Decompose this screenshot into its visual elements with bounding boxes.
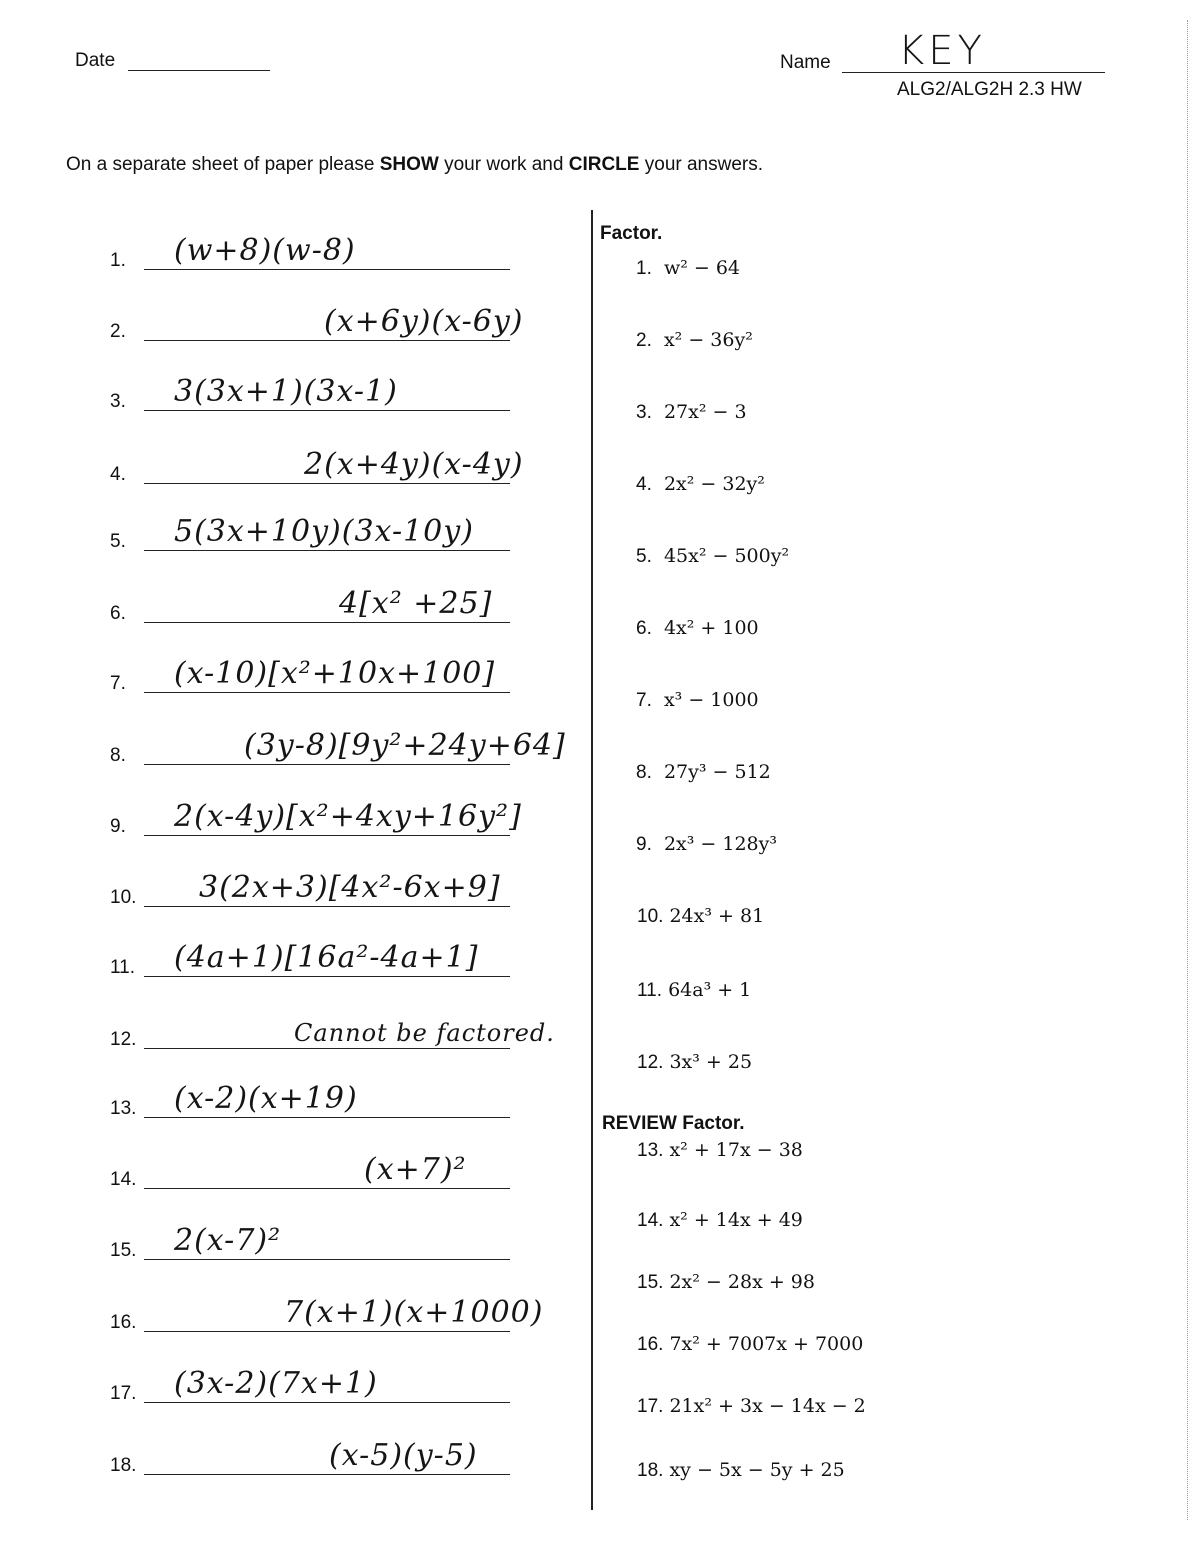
question-number: 8. (636, 762, 652, 783)
question-number: 9. (636, 834, 652, 855)
question-number: 10. (637, 906, 664, 927)
question-expression: w² − 64 (663, 257, 741, 279)
question-number: 12. (637, 1052, 664, 1073)
answer-row (110, 635, 510, 695)
answer-row (110, 1060, 510, 1120)
answer-number: 5. (110, 531, 126, 552)
question-item (636, 617, 759, 640)
question-item (637, 905, 764, 928)
answer-row (110, 849, 510, 909)
answer-row (110, 1131, 510, 1191)
answer-number: 11. (110, 957, 136, 978)
answer-line (144, 1402, 510, 1403)
name-label: Name (780, 52, 831, 73)
question-expression: 64a³ + 1 (668, 979, 752, 1001)
answer-number: 16. (110, 1312, 137, 1333)
question-item (637, 1051, 752, 1074)
question-item (636, 257, 740, 280)
question-item (636, 401, 747, 424)
question-item (636, 473, 765, 496)
answer-line (144, 976, 510, 977)
answer-handwritten: (w+8)(w-8) (174, 233, 356, 268)
question-item (636, 833, 777, 856)
answer-handwritten: Cannot be factored. (294, 1019, 555, 1047)
answer-row (110, 1274, 544, 1334)
answer-handwritten: (x-10)[x²+10x+100] (174, 656, 496, 691)
answer-line (144, 1048, 510, 1049)
question-expression: 27y³ − 512 (663, 761, 771, 783)
question-expression: x² − 36y² (663, 329, 753, 351)
question-number: 5. (636, 546, 652, 567)
question-expression: 21x² + 3x − 14x − 2 (669, 1395, 866, 1417)
answer-row (110, 283, 524, 343)
question-number: 13. (637, 1140, 664, 1161)
answer-row (110, 778, 522, 838)
question-item (636, 329, 753, 352)
question-expression: 2x³ − 128y³ (663, 833, 777, 855)
question-expression: 2x² − 32y² (663, 473, 765, 495)
answer-line (144, 340, 510, 341)
answer-handwritten: (4a+1)[16a²-4a+1] (174, 940, 479, 975)
answer-row (110, 353, 510, 413)
answer-line (144, 550, 510, 551)
answer-handwritten: 3(3x+1)(3x-1) (174, 374, 398, 409)
date-label: Date (75, 50, 116, 71)
question-item (637, 1333, 863, 1356)
answer-row (110, 707, 566, 767)
question-expression: 27x² − 3 (663, 401, 747, 423)
question-number: 1. (636, 258, 652, 279)
question-number: 18. (637, 1460, 664, 1481)
question-expression: 7x² + 7007x + 7000 (669, 1333, 864, 1355)
answer-handwritten: (x-2)(x+19) (174, 1081, 358, 1116)
name-value: KEY (898, 28, 986, 74)
question-item (637, 1271, 815, 1294)
question-expression: 45x² − 500y² (663, 545, 790, 567)
answer-handwritten: (x+7)² (364, 1152, 467, 1187)
answer-number: 18. (110, 1455, 137, 1476)
question-number: 2. (636, 330, 652, 351)
answer-number: 9. (110, 816, 126, 837)
scan-edge (1187, 20, 1188, 1520)
question-expression: x² + 17x − 38 (669, 1139, 803, 1161)
question-expression: 2x² − 28x + 98 (669, 1271, 815, 1293)
question-item (637, 1209, 803, 1232)
instructions-show: SHOW (379, 154, 439, 175)
answer-handwritten: 2(x-7)² (174, 1223, 282, 1258)
question-number: 15. (637, 1272, 664, 1293)
answer-row (110, 991, 555, 1051)
question-item (636, 761, 771, 784)
factor-heading: Factor. (600, 223, 663, 244)
answer-line (144, 410, 510, 411)
answer-number: 10. (110, 887, 137, 908)
answer-handwritten: 2(x+4y)(x-4y) (304, 447, 524, 482)
instructions-part3: your answers. (639, 154, 764, 175)
answer-handwritten: 2(x-4y)[x²+4xy+16y²] (174, 799, 522, 834)
question-number: 17. (637, 1396, 664, 1417)
answer-number: 8. (110, 745, 126, 766)
question-expression: x² + 14x + 49 (669, 1209, 803, 1231)
answer-row (110, 426, 524, 486)
question-item (636, 545, 789, 568)
answer-handwritten: (3x-2)(7x+1) (174, 1366, 378, 1401)
answer-row (110, 919, 510, 979)
answer-row (110, 1345, 510, 1405)
question-expression: 24x³ + 81 (669, 905, 765, 927)
answer-line (144, 1331, 510, 1332)
question-number: 4. (636, 474, 652, 495)
question-number: 3. (636, 402, 652, 423)
answer-handwritten: 3(2x+3)[4x²-6x+9] (199, 870, 501, 905)
answer-number: 17. (110, 1383, 137, 1404)
question-number: 14. (637, 1210, 664, 1231)
column-divider (591, 210, 593, 1510)
review-heading: REVIEW Factor. (602, 1113, 745, 1134)
answer-number: 13. (110, 1098, 137, 1119)
answer-handwritten: (x+6y)(x-6y) (324, 304, 524, 339)
answer-handwritten: 7(x+1)(x+1000) (284, 1295, 544, 1330)
answer-number: 14. (110, 1169, 137, 1190)
answer-handwritten: (3y-8)[9y²+24y+64] (244, 728, 566, 763)
answer-handwritten: 5(3x+10y)(3x-10y) (174, 514, 474, 549)
question-item (637, 1459, 845, 1482)
answer-line (144, 692, 510, 693)
answer-number: 1. (110, 250, 126, 271)
question-number: 6. (636, 618, 652, 639)
instructions-circle: CIRCLE (568, 154, 640, 175)
question-expression: x³ − 1000 (663, 689, 759, 711)
question-number: 11. (637, 980, 663, 1001)
question-item (637, 979, 751, 1002)
course-title: ALG2/ALG2H 2.3 HW (897, 79, 1082, 100)
answer-number: 6. (110, 603, 126, 624)
answer-handwritten: 4[x² +25] (339, 586, 493, 621)
date-field[interactable] (128, 70, 270, 71)
answer-line (144, 622, 510, 623)
answer-line (144, 764, 510, 765)
answer-row (110, 1202, 510, 1262)
question-item (636, 689, 759, 712)
answer-line (144, 1259, 510, 1260)
answer-line (144, 1117, 510, 1118)
answer-row (110, 212, 510, 272)
answer-number: 3. (110, 391, 126, 412)
question-item (637, 1139, 803, 1162)
answer-number: 12. (110, 1029, 137, 1050)
answer-number: 4. (110, 464, 126, 485)
question-expression: 4x² + 100 (663, 617, 759, 639)
question-number: 16. (637, 1334, 664, 1355)
question-expression: 3x³ + 25 (669, 1051, 753, 1073)
question-item (637, 1395, 866, 1418)
instructions (66, 154, 763, 176)
answer-line (144, 835, 510, 836)
answer-row (110, 565, 510, 625)
question-number: 7. (636, 690, 652, 711)
answer-line (144, 906, 510, 907)
answer-line (144, 1474, 510, 1475)
answer-number: 2. (110, 321, 126, 342)
answer-handwritten: (x-5)(y-5) (329, 1438, 478, 1473)
answer-row (110, 493, 510, 553)
answer-line (144, 483, 510, 484)
answer-number: 15. (110, 1240, 137, 1261)
answer-line (144, 269, 510, 270)
question-expression: xy − 5x − 5y + 25 (669, 1459, 845, 1481)
instructions-part1: On a separate sheet of paper please (66, 154, 380, 175)
answer-line (144, 1188, 510, 1189)
answer-number: 7. (110, 673, 126, 694)
answer-row (110, 1417, 510, 1477)
instructions-part2: your work and (438, 154, 569, 175)
